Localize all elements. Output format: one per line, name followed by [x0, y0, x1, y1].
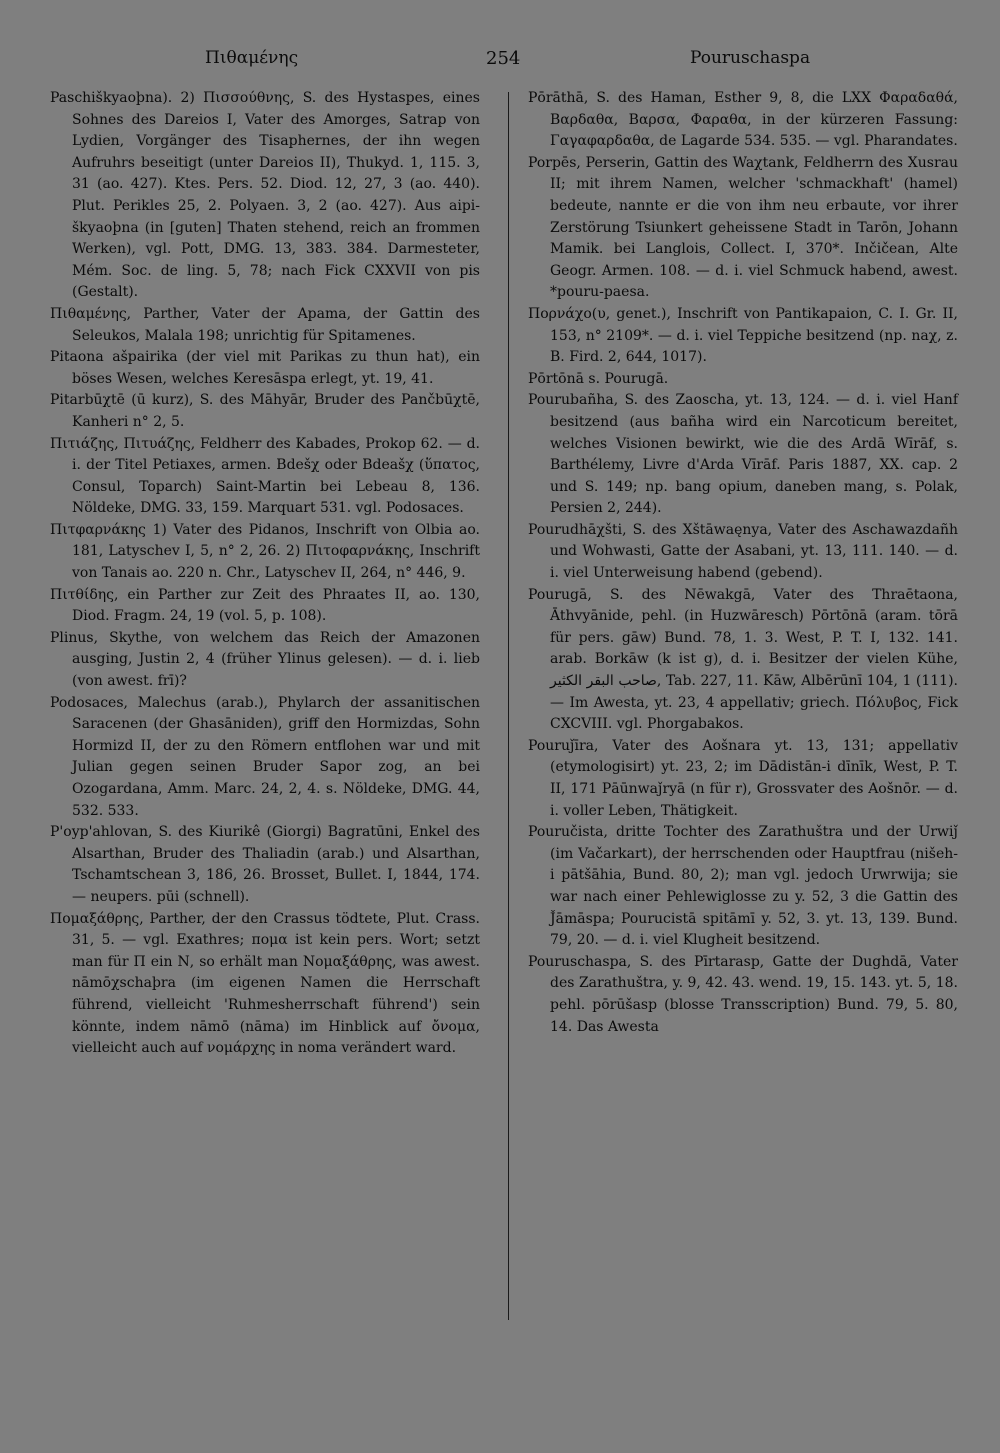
entry: Paschiškyaoþna). 2) Πισσούθνης, S. des Hystaspes, eines Sohnes des Dareios I, Vater des Amorges, Satrap von Lydien, Vorgänger des Tisaphernes, der ihn wegen Aufruhrs beseitigt (unter Dareios II), Thukyd. 1, 115. 3, 31 (ao. 427). Ktes. Pers. 52. Diod. 12, 27, 3 (ao. 440). Plut. Perikles 25, 2. Polyaen. 3, 2 (ao. 427). Aus aipi-škyaoþna (in [guten] Thaten stehend, reich an frommen Werken), vgl. Pott, DMG. 13, 383. 384. Darmesteter, Mém. Soc. de ling. 5, 78; nach Fick CXXVII von pis (Gestalt). [50, 90, 480, 301]
entry: Πορνάχο(υ, genet.), Inschrift von Pantikapaion, C. I. Gr. II, 153, n° 2109*. — d. i. viel Teppiche besitzend (np. naχ, z. B. Fird. 2, 644, 1017). [528, 305, 958, 366]
entry: Porpēs, Perserin, Gattin des Waχtank, Feldherrn des Xusrau II; mit ihrem Namen, welcher 'schmackhaft' (hamel) bedeute, nannte er die von ihm neu erbaute, vor ihrer Zerstörung Tsiunkert geheissene Stadt in Tarōn, Johann Mamik. bei Langlois, Collect. I, 370*. Inčičean, Alte Geogr. Armen. 108. — d. i. viel Schmuck habend, awest. *pouru-paesa. [528, 154, 958, 301]
entry: Pōrāthā, S. des Haman, Esther 9, 8, die LXX Φαραδαθά, Βαρδαθα, Βαρσα, Φαραθα, in der kürzeren Fassung: Γαγαφαρδαθα, de Lagarde 534. 535. — vgl. Pharandates. [528, 90, 958, 150]
entry: Podosaces, Malechus (arab.), Phylarch der assanitischen Saracenen (der Ghasāniden), griff den Hormizdas, Sohn Hormizd II, der zu den Römern entflohen war und mit Julian gegen seinen Bruder Sapor zog, an bei Ozogardana, Amm. Marc. 24, 2, 4. s. Nöldeke, DMG. 44, 532. 533. [50, 694, 480, 819]
entry: Pōrtōnā s. Pourugā. [528, 370, 669, 387]
entry: Πιθαμένης, Parther, Vater der Apama, der Gattin des Seleukos, Malala 198; unrichtig für Spitamenes. [50, 305, 480, 344]
entry: Πιτθίδης, ein Parther zur Zeit des Phraates II, ao. 130, Diod. Fragm. 24, 19 (vol. 5, p. 108). [50, 586, 480, 625]
page-number: 254 [486, 48, 521, 69]
running-head-left: Πιθαμένης [205, 48, 299, 68]
entry: Pouručista, dritte Tochter des Zarathuštra und der Urwiǰ (im Vačarkart), der herrschenden oder Hauptfrau (nišeh-i pātšāhia, Bund. 80, 2); man vgl. jedoch Urwrwija; sie war nach einer Pehlewiglosse zu y. 52, 3 die Gattin des J̌āmāspa; Pourucistā spitāmī y. 52, 3. yt. 13, 139. Bund. 79, 20. — d. i. viel Klugheit besitzend. [528, 824, 958, 949]
entry: Plinus, Skythe, von welchem das Reich der Amazonen ausging, Justin 2, 4 (früher Ylinus gelesen). — d. i. lieb (von awest. frī)? [50, 629, 480, 690]
running-head-right: Pouruschaspa [690, 48, 811, 68]
entry: Pourudhāχšti, S. des Xštāwaęnya, Vater des Aschawazdañh und Wohwasti, Gatte der Asabani, yt. 13, 111. 140. — d. i. viel Unterweisung habend (gebend). [528, 521, 958, 582]
entry: Pourugā, S. des Nēwakgā, Vater des Thraētaona, Āthvyānide, pehl. (in Huzwāresch) Pōrtōnā (aram. tōrā für pers. gāw) Bund. 78, 1. 3. West, P. T. I, 132. 141. arab. Borkāw (k ist g), d. i. Besitzer der vielen Kühe, صاحب البقر الكثير, Tab. 227, 11. Kāw, Albērūnī 104, 1 (111). — Im Awesta, yt. 23, 4 appellativ; griech. Πόλυβος, Fick CXCVIII. vgl. Phorgabakos. [528, 586, 958, 733]
column-divider [508, 92, 509, 1320]
entry: Pouruǰīra, Vater des Aošnara yt. 13, 131; appellativ (etymologisirt) yt. 23, 2; im Dādistān-i dīnīk, West, P. T. II, 171 Pāūnwaǰryā (n für r), Grossvater des Aošnōr. — d. i. voller Leben, Thätigkeit. [528, 737, 958, 819]
entry: Pouruschaspa, S. des Pīrtarasp, Gatte der Dughdā, Vater des Zarathuštra, y. 9, 42. 43. wend. 19, 15. 143. yt. 5, 18. pehl. pōrūšasp (blosse Transscription) Bund. 79, 5. 80, 14. Das Awesta [528, 953, 958, 1035]
entry: Pourubañha, S. des Zaoscha, yt. 13, 124. — d. i. viel Hanf besitzend (aus bañha wird ein Narcoticum bereitet, welches Visionen bewirkt, wie die des Ardā Wīrāf, s. Barthélemy, Livre d'Arda Vīrāf. Paris 1887, XX. cap. 2 und S. 149; np. bang opium, daneben mang, s. Polak, Persien 2, 244). [528, 392, 958, 517]
entry: Πιτφαρνάκης 1) Vater des Pidanos, Inschrift von Olbia ao. 181, Latyschev I, 5, n° 2, 26. 2) Πιτοφαρνάκης, Inschrift von Tanais ao. 220 n. Chr., Latyschev II, 264, n° 446, 9. [50, 521, 480, 582]
entry: Pitaona ašpairika (der viel mit Parikas zu thun hat), ein böses Wesen, welches Keresāspa erlegt, yt. 19, 41. [50, 349, 480, 387]
entry: Πομαξάθρης, Parther, der den Crassus tödtete, Plut. Crass. 31, 5. — vgl. Exathres; πομα ist kein pers. Wort; setzt man für Π ein Ν, so erhält man Νομαξάθρης, was awest. nāmōχschaþra (im eigenen Namen die Herrschaft führend, vielleicht 'Ruhmesherrschaft führend') sein könnte, indem nāmō (nāma) im Hinblick auf ὄνομα, vielleicht auch auf νομάρχης in noma verändert ward. [50, 910, 480, 1057]
right-column [528, 88, 958, 1038]
left-column [50, 88, 480, 1060]
entry: Pitarbūχtē (ū kurz), S. des Māhyār, Bruder des Pančbūχtē, Kanheri n° 2, 5. [50, 392, 480, 430]
entry: Πιτιάζης, Πιτυάζης, Feldherr des Kabades, Prokop 62. — d. i. der Titel Petiaxes, armen. Bdešχ oder Bdeašχ (ὕπατος, Consul, Toparch) Saint-Martin bei Lebeau 8, 136. Nöldeke, DMG. 33, 159. Marquart 531. vgl. Podosaces. [50, 435, 480, 517]
entry: P'oyp'ahlovan, S. des Kiurikê (Giorgi) Bagratūni, Enkel des Alsarthan, Bruder des Thaliadin (arab.) und Alsarthan, Tschamtschean 3, 186, 26. Brosset, Bullet. I, 1844, 174. — neupers. pūi (schnell). [50, 824, 480, 905]
